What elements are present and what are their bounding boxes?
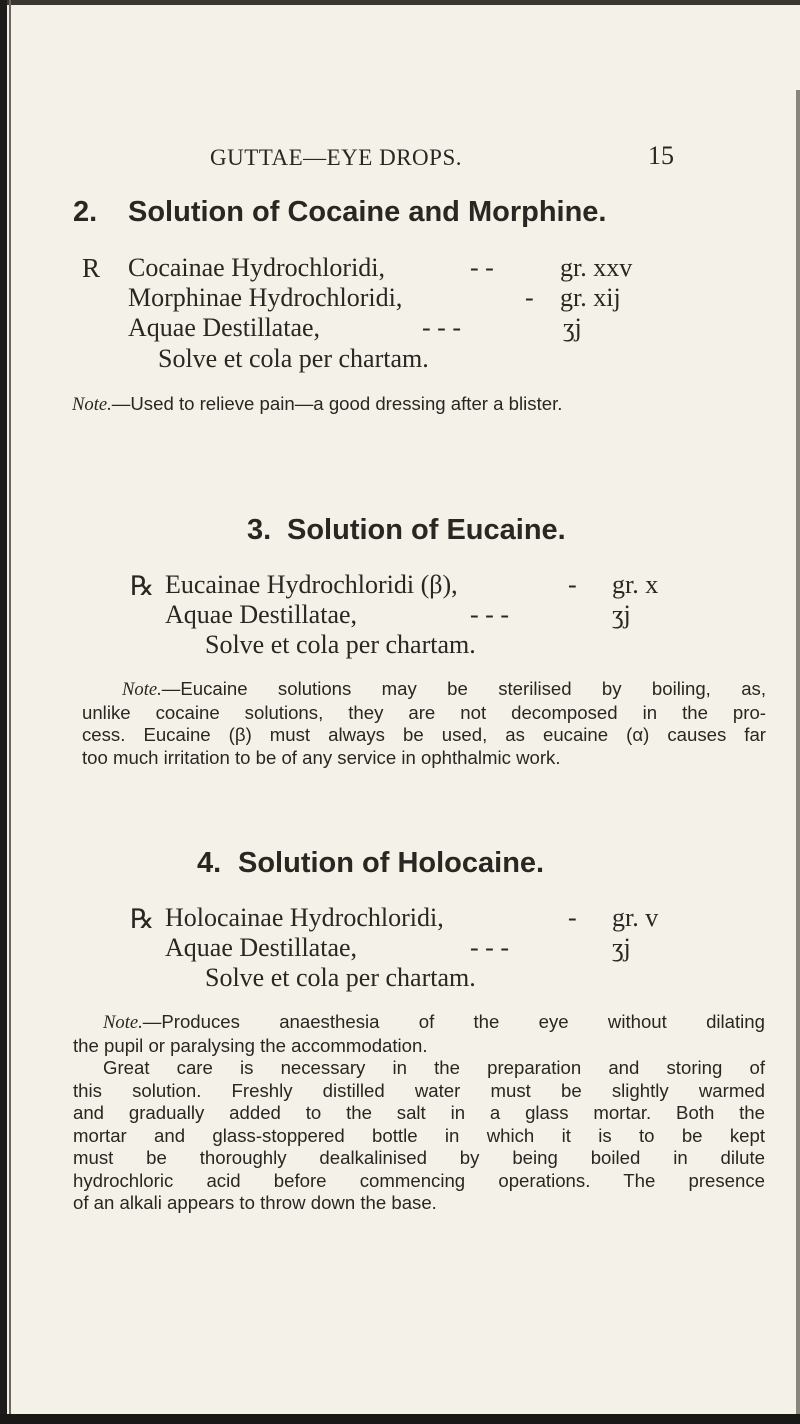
note	[72, 393, 762, 417]
ingredient-quantity: ʒj	[563, 313, 582, 342]
note-line: —Eucaine solutions may be sterilised by boiling, as,	[161, 678, 766, 699]
ingredient-dashes: - - -	[422, 313, 461, 342]
note	[73, 1011, 765, 1215]
ingredient-dashes: -	[525, 283, 534, 312]
note-line: hydrochloric acid before commencing operations. The presence	[73, 1169, 765, 1191]
page-bottom-edge	[0, 1414, 800, 1424]
page-right-edge	[796, 90, 800, 1424]
ingredient-quantity: gr. xij	[560, 283, 621, 312]
ingredient-dashes: -	[568, 570, 577, 599]
section-title: Solution of Eucaine.	[287, 514, 566, 546]
ingredient-name: Eucainae Hydrochloridi (β),	[165, 570, 458, 599]
page-number: 15	[648, 141, 674, 170]
note-line: Great care is necessary in the preparation and storing of	[103, 1057, 765, 1078]
instruction: Solve et cola per chartam.	[205, 963, 476, 992]
note-line: —Produces anaesthesia of the eye without dilating	[142, 1011, 765, 1032]
section-title: Solution of Cocaine and Morphine.	[128, 196, 607, 228]
running-header: GUTTAE—EYE DROPS.	[210, 145, 462, 170]
note-line: must be thoroughly dealkalinised by being boiled in dilute	[73, 1147, 765, 1168]
section-number: 4.	[197, 847, 222, 879]
ingredient-quantity: gr. xxv	[560, 253, 633, 282]
ingredient-dashes: -	[568, 903, 577, 932]
instruction: Solve et cola per chartam.	[158, 344, 429, 373]
note-label: Note.	[103, 1012, 143, 1033]
book-spine-shadow	[9, 0, 11, 1424]
note-line: this solution. Freshly distilled water must be slightly warmed	[73, 1079, 765, 1101]
note-line: of an alkali appears to throw down the base.	[73, 1192, 437, 1213]
ingredient-dashes: - -	[470, 253, 494, 282]
ingredient-quantity: ʒj	[612, 933, 631, 962]
note-line: the pupil or paralysing the accommodation.	[73, 1034, 428, 1056]
recipe-symbol: ℞	[130, 904, 155, 934]
ingredient-name: Aquae Destillatae,	[128, 313, 321, 342]
page-top-edge	[0, 0, 800, 5]
ingredient-quantity: gr. v	[612, 903, 659, 932]
note	[82, 678, 766, 769]
note-line: cess. Eucaine (β) must always be used, as eucaine (α) causes far	[82, 724, 766, 745]
ingredient-name: Aquae Destillatae,	[165, 600, 358, 629]
ingredient-name: Holocainae Hydrochloridi,	[165, 903, 444, 932]
ingredient-quantity: gr. x	[612, 570, 659, 599]
note-line: —Used to relieve pain—a good dressing after a blister.	[111, 393, 563, 414]
book-spine-edge	[0, 0, 7, 1424]
ingredient-dashes: - - -	[470, 933, 509, 962]
ingredient-name: Morphinae Hydrochloridi,	[128, 283, 403, 312]
note-line: and gradually added to the salt in a glass mortar. Both the	[73, 1102, 765, 1123]
note-line: mortar and glass-stoppered bottle in which it is to be kept	[73, 1124, 765, 1146]
note-line: too much irritation to be of any service in ophthalmic work.	[82, 746, 561, 768]
note-label: Note.	[122, 679, 162, 700]
ingredient-quantity: ʒj	[612, 600, 631, 629]
ingredient-name: Cocainae Hydrochloridi,	[128, 253, 386, 282]
section-title: Solution of Holocaine.	[238, 847, 545, 879]
instruction: Solve et cola per chartam.	[205, 630, 476, 659]
note-label: Note.	[72, 394, 112, 415]
section-number: 2.	[73, 196, 98, 228]
section-number: 3.	[247, 514, 272, 546]
recipe-symbol: R	[82, 253, 101, 283]
note-line: unlike cocaine solutions, they are not decomposed in the pro-	[82, 701, 766, 723]
ingredient-name: Aquae Destillatae,	[165, 933, 358, 962]
recipe-symbol: ℞	[130, 571, 155, 601]
ingredient-dashes: - - -	[470, 600, 509, 629]
